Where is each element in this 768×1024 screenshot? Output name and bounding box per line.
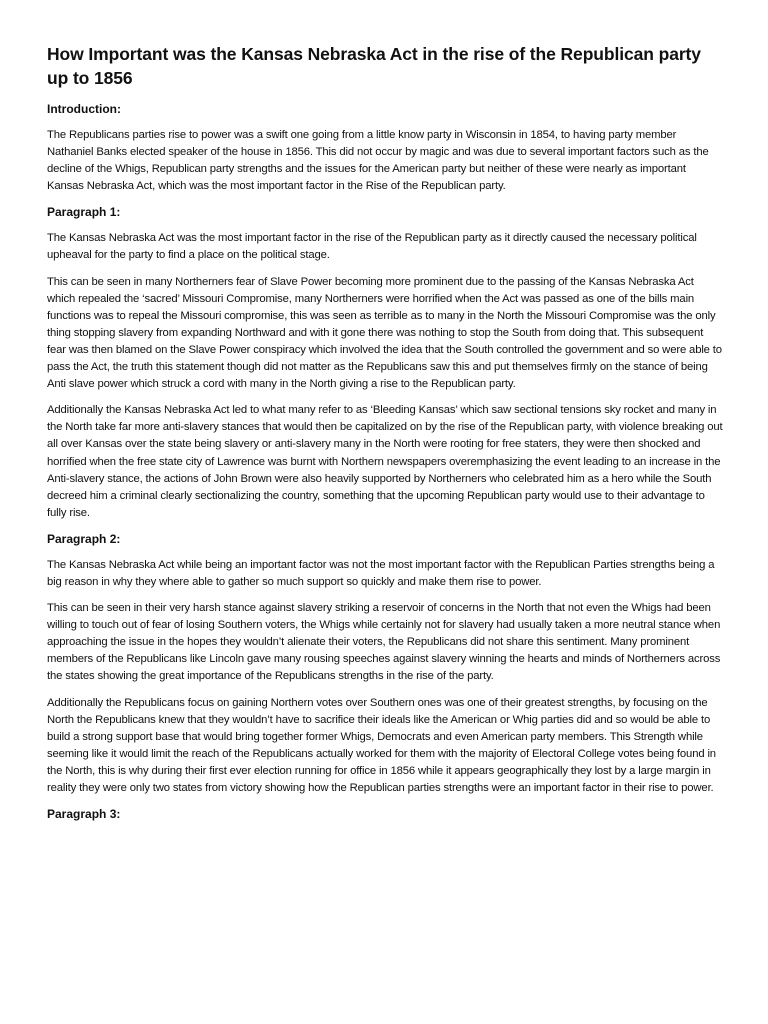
paragraph-text: Additionally the Republicans focus on gaining Northern votes over Southern ones was one of their greatest strengths, by focusing on the North the Republicans knew that they wouldn’t have to sacrifice their ideals like the American or Whig parties did and so would be able to build a strong support base that would bring together former Whigs, Democrats and even American party members. This Strength while seeming like it would limit the reach of the Republicans actually worked for them with the majority of Electoral College votes being found in the North, this is why during their first ever election running for office in 1856 while it appears geographically they lost by a large margin in reality they were only two states from victory showing how the Republican parties strengths were an important factor in their rise to power.	[47, 696, 716, 794]
section-paragraph-3	[47, 806, 723, 823]
section-introduction	[47, 101, 723, 195]
paragraph-text: The Republicans parties rise to power was a swift one going from a little know party in Wisconsin in 1854, to having party member Nathaniel Banks elected speaker of the house in 1856. This did not occur by magic and was due to several important factors such as the decline of the Whigs, Republican party strengths and the issues for the American party but neither of these were nearly as important Kansas Nebraska Act, which was the most important factor in the Rise of the Republican party.	[47, 129, 709, 193]
section-heading: Introduction:	[47, 102, 121, 116]
paragraph-text: The Kansas Nebraska Act was the most important factor in the rise of the Republican party as it directly caused the necessary political upheaval for the party to find a place on the political stage.	[47, 232, 697, 262]
paragraph-text: This can be seen in their very harsh stance against slavery striking a reservoir of concerns in the North that not even the Whigs had been willing to touch out of fear of losing Southern voters, the Whigs while certainly not for slavery had usually taken a more neutral stance when approaching the issue in the hopes they wouldn’t alienate their voters, the Republicans did not share this sentiment. Many prominent members of the Republicans like Lincoln gave many rousing speeches against slavery winning the hearts and minds of Northerners across the states showing the great importance of the Republicans strengths in the rise of the party.	[47, 602, 721, 683]
document-page	[47, 42, 723, 832]
paragraph-text: This can be seen in many Northerners fear of Slave Power becoming more prominent due to the passing of the Kansas Nebraska Act which repealed the ‘sacred’ Missouri Compromise, many Northerners were horrified when the Act was passed as one of the bills main functions was to repeal the Missouri compromise, this was seen as terrible as to many in the North the Missouri Compromise was the only thing stopping slavery from expanding Northward and with it gone there was nothing to stop the South from doing that. This subsequent fear was then blamed on the Slave Power conspiracy which involved the idea that the South controlled the government and so were able to pass the Act, the truth this statement though did not matter as the Republicans saw this and put themselves firmly on the stance of being Anti slave power which struck a cord with many in the North giving a rise to the Republican party.	[47, 275, 722, 391]
section-heading: Paragraph 2:	[47, 531, 121, 546]
section-paragraph-1	[47, 204, 723, 522]
paragraph-text: Additionally the Kansas Nebraska Act led to what many refer to as ‘Bleeding Kansas’ which saw sectional tensions sky rocket and many in the North take far more anti-slavery stances that would then be capitalized on by the rise of the Republican party, with violence breaking out all over Kansas over the state being slavery or anti-slavery many in the North were rooting for free staters, they were then shocked and horrified when the free state city of Lawrence was burnt with Northern newspapers overemphasizing the event leading to an increase in the Anti-slavery stance, the actions of John Brown were also heavily supported by Northerners who celebrated him as a hero while the South decreed him a criminal clearly sectionalizing the country, something that the upcoming Republican party would use to their advantage to fully rise.	[47, 404, 723, 519]
section-heading: Paragraph 1:	[47, 205, 121, 220]
paragraph-text: The Kansas Nebraska Act while being an important factor was not the most important factor with the Republican Parties strengths being a big reason in why they where able to gather so much support so quickly and make them rise to power.	[47, 558, 715, 588]
section-paragraph-2	[47, 531, 723, 797]
section-heading: Paragraph 3:	[47, 807, 121, 822]
document-title: How Important was the Kansas Nebraska Act in the rise of the Republican party up to 1856	[47, 44, 701, 88]
